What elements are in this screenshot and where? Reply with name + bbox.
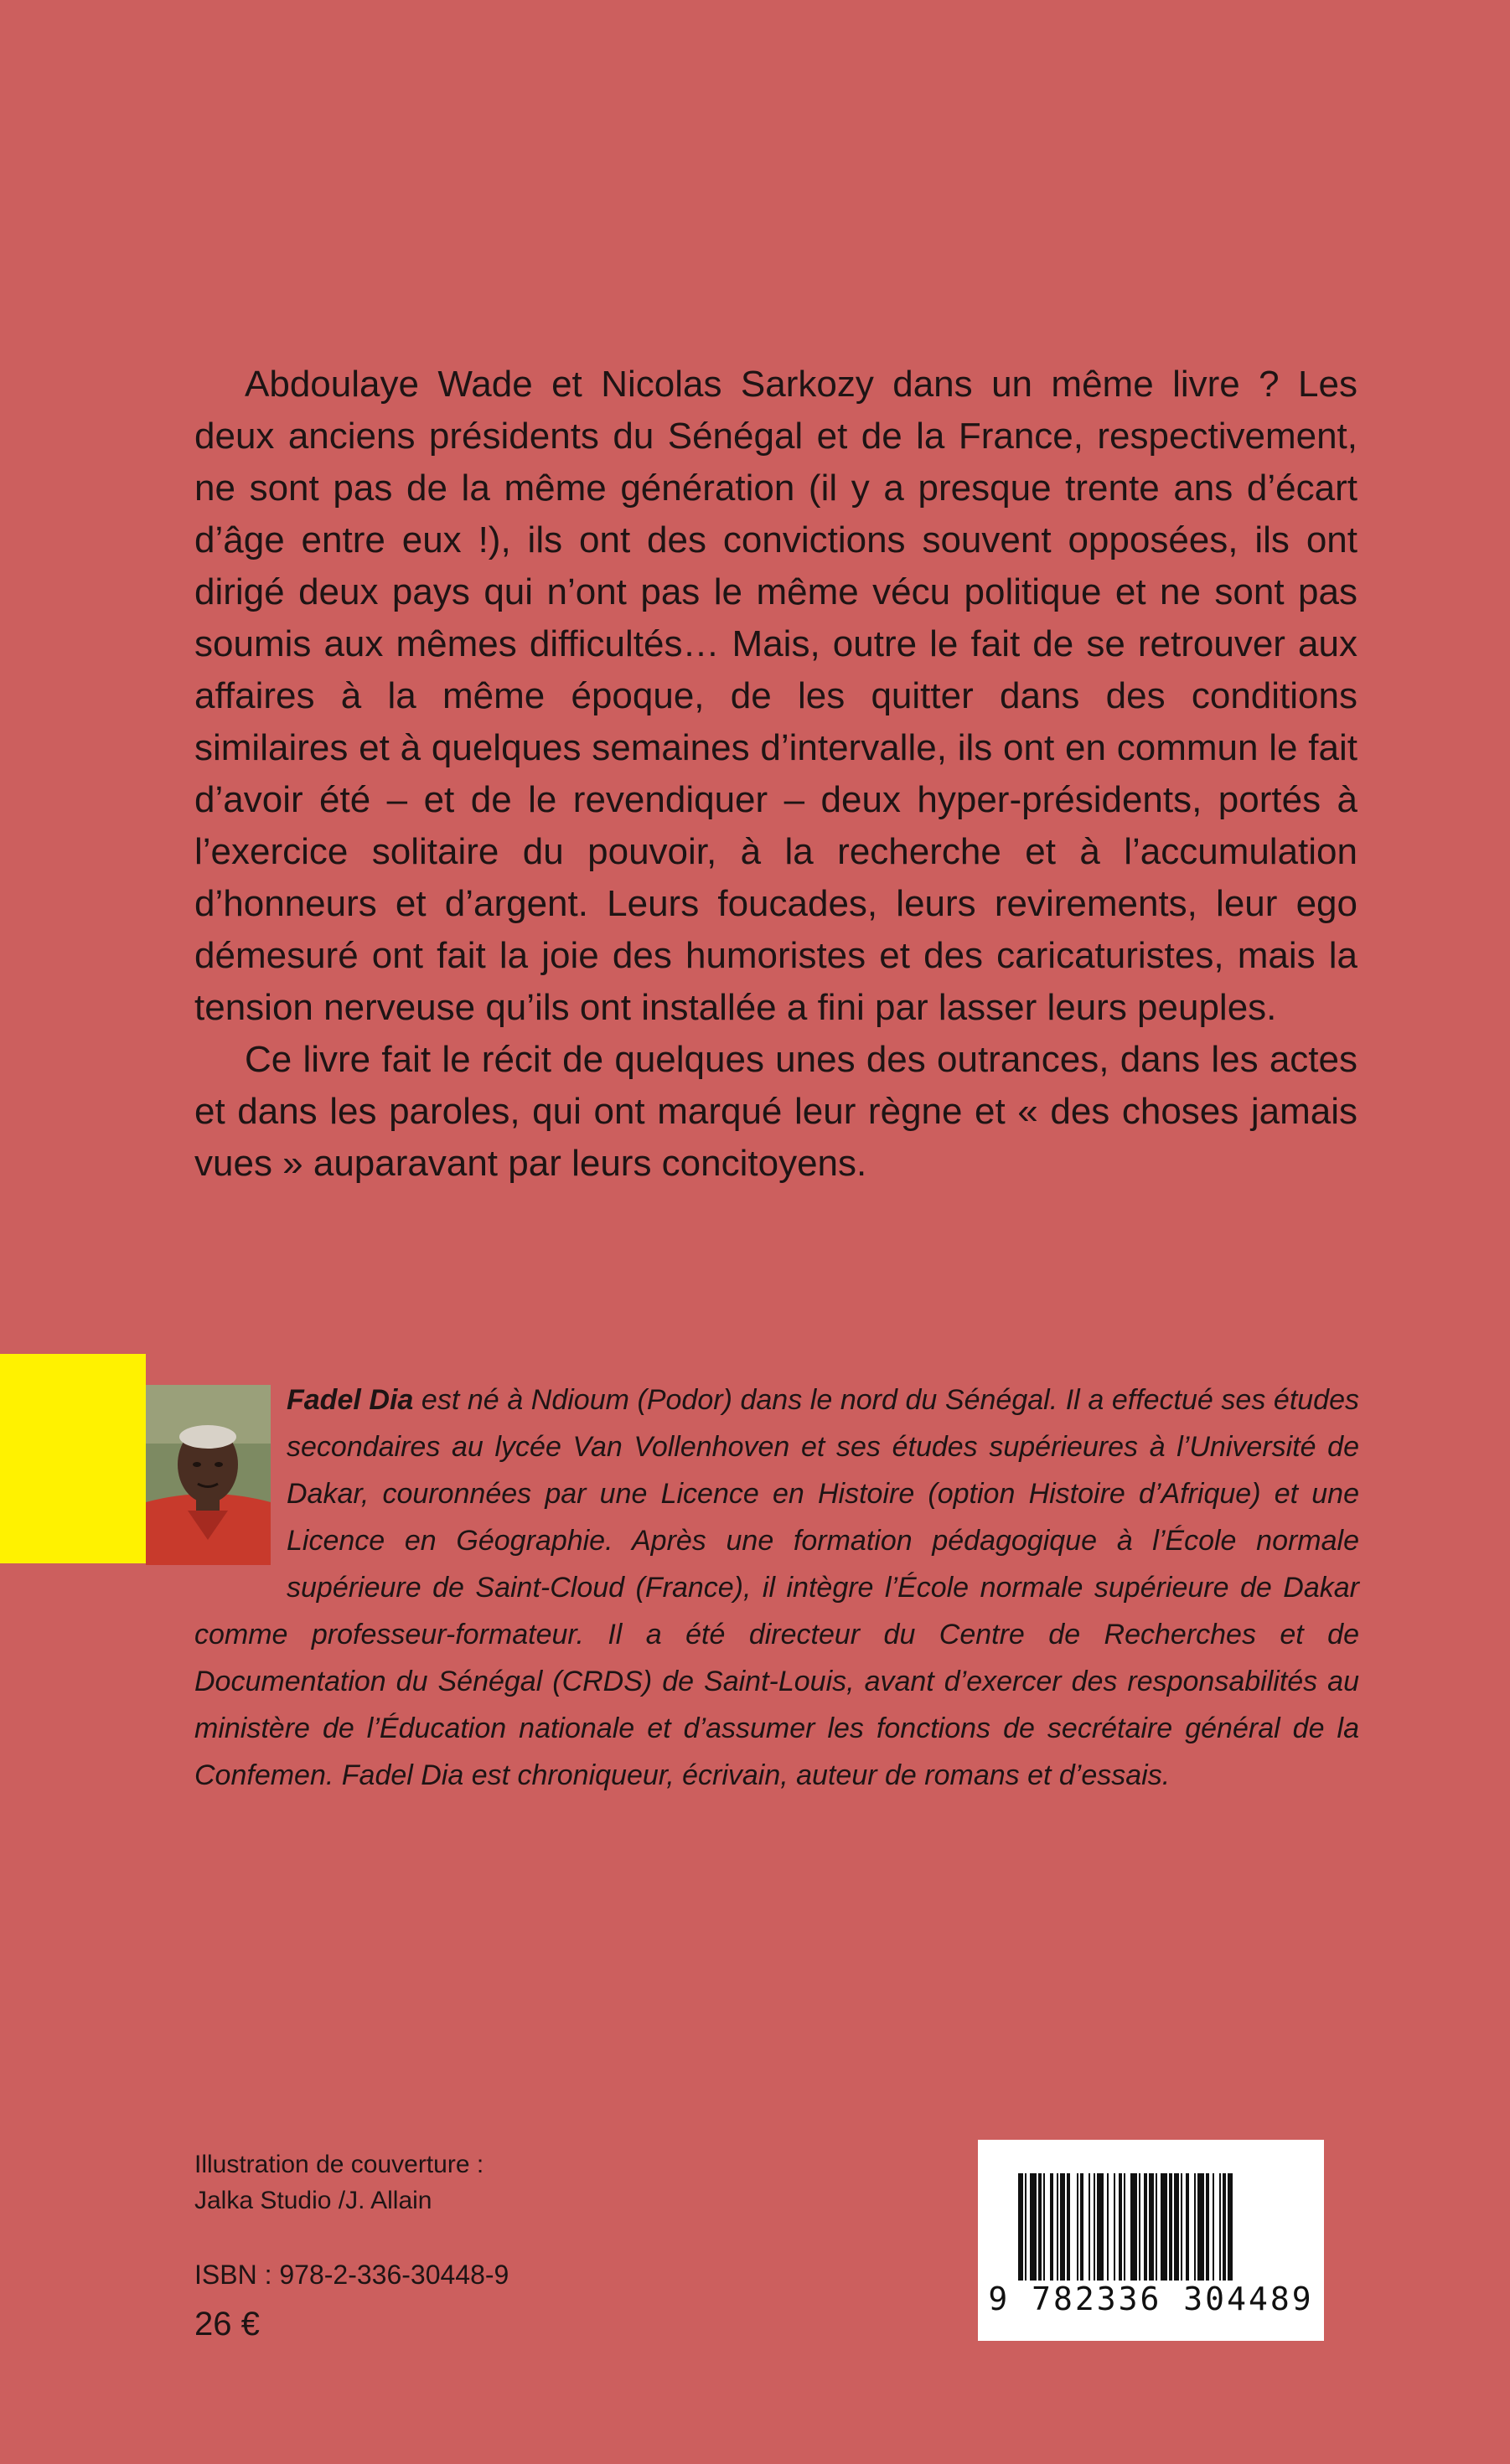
barcode-bar	[1156, 2173, 1157, 2281]
barcode-bar	[1043, 2173, 1045, 2281]
barcode-bar	[1097, 2173, 1104, 2281]
barcode-bar	[1089, 2173, 1090, 2281]
price-label: 26 €	[194, 2306, 260, 2343]
barcode-bar	[1038, 2173, 1042, 2281]
author-bio	[194, 1377, 1359, 1799]
barcode-bar	[1057, 2173, 1058, 2281]
barcode-bar	[1067, 2173, 1070, 2281]
credits-line-1: Illustration de couverture :	[194, 2151, 484, 2178]
barcode-bar	[1219, 2173, 1221, 2281]
synopsis-paragraph-1: Abdoulaye Wade et Nicolas Sarkozy dans un même livre ? Les deux anciens présidents du Sénégal et de la France, respectivement, ne sont pas de la même génération (il y a presque trente ans d’écart d’âge entre eux !), ils ont des convictions souvent opposées, ils ont dirigé deux pays qui n’ont pas le même vécu politique et ne sont pas soumis aux mêmes difficultés… Mais, outre le fait de se retrouver aux affaires à la même époque, de les quitter dans des conditions similaires et à quelques semaines d’intervalle, ils ont en commun le fait d’avoir été – et de le revendiquer – deux hyper-présidents, portés à l’exercice solitaire du pouvoir, à la recherche et à l’accumulation d’honneurs et d’argent. Leurs foucades, leurs revirements, leur ego démesuré ont fait la joie des humoristes et des caricaturistes, mais la tension nerveuse qu’ils ont installée a fini par lasser leurs peuples.	[194, 364, 1357, 1028]
barcode-bar	[1025, 2173, 1026, 2281]
barcode-bar	[1139, 2173, 1140, 2281]
barcode-bar	[1149, 2173, 1154, 2281]
barcode-bar	[1213, 2173, 1214, 2281]
barcode-digits: 9 782336 304489	[988, 2281, 1314, 2317]
barcode-bar	[1161, 2173, 1167, 2281]
barcode-bar	[1018, 2173, 1023, 2281]
barcode-bar	[1186, 2173, 1189, 2281]
barcode-bar	[1144, 2173, 1147, 2281]
barcode-bar	[1194, 2173, 1196, 2281]
barcode-bar	[1223, 2173, 1226, 2281]
cover-credits	[194, 2146, 484, 2219]
author-bio-text: est né à Ndioum (Podor) dans le nord du Sénégal. Il a effectué ses études secondaires au lycée Van Vollenhoven et ses études supérieures à l’Université de Dakar, couronnées par une Licence en Histoire (option Histoire d’Afrique) et une Licence en Géographie. Après une formation pédagogique à l’École normale supérieure de Saint-Cloud (France), il intègre l’École normale supérieure de Dakar comme professeur-formateur. Il a été directeur du Centre de Recherches et de Documentation du Sénégal (CRDS) de Saint-Louis, avant d’exercer des responsabilités au ministère de l’Éducation nationale et d’assumer les fonctions de secrétaire général de la Confemen. Fadel Dia est chroniqueur, écrivain, auteur de romans et d’essais.	[194, 1384, 1359, 1791]
barcode-bar	[1077, 2173, 1078, 2281]
barcode-bar	[1130, 2173, 1137, 2281]
barcode-icon	[1018, 2173, 1285, 2281]
barcode-bar	[1206, 2173, 1209, 2281]
barcode-bar	[1174, 2173, 1179, 2281]
barcode-bar	[1124, 2173, 1125, 2281]
barcode-bar	[1107, 2173, 1109, 2281]
barcode-bar	[1228, 2173, 1233, 2281]
barcode-bar	[1094, 2173, 1095, 2281]
barcode-bar	[1114, 2173, 1115, 2281]
barcode-bar	[1080, 2173, 1083, 2281]
barcode-bar	[1060, 2173, 1065, 2281]
barcode-bar	[1030, 2173, 1037, 2281]
credits-line-2: Jalka Studio /J. Allain	[194, 2187, 432, 2214]
barcode-bar	[1197, 2173, 1204, 2281]
barcode-bar	[1050, 2173, 1053, 2281]
isbn-label: ISBN : 978-2-336-30448-9	[194, 2260, 509, 2290]
barcode-box	[978, 2140, 1324, 2341]
barcode-bar	[1169, 2173, 1172, 2281]
synopsis-paragraph-2: Ce livre fait le récit de quelques unes des outrances, dans les actes et dans les paroles, qui ont marqué leur règne et « des choses jamais vues » auparavant par leurs concitoyens.	[194, 1039, 1357, 1184]
author-name: Fadel Dia	[287, 1384, 414, 1416]
yellow-accent-band	[0, 1354, 146, 1563]
barcode-bar	[1181, 2173, 1182, 2281]
barcode-bar	[1119, 2173, 1122, 2281]
bio-photo-spacer	[194, 1378, 287, 1566]
back-cover-synopsis	[194, 359, 1357, 1190]
